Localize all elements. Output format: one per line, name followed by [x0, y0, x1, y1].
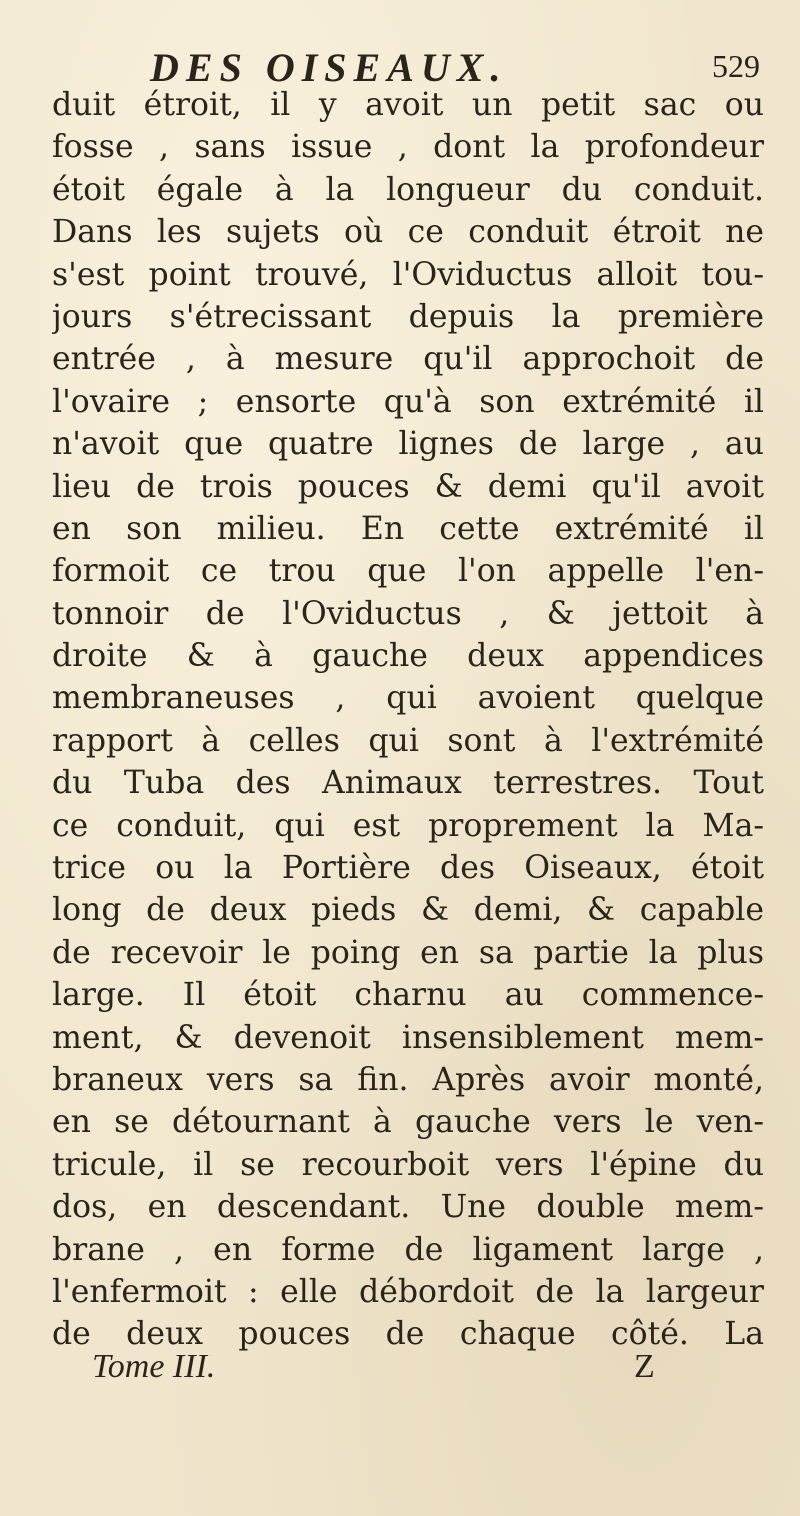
running-title: DES OISEAUX. [150, 45, 508, 90]
text-line: braneux vers sa fin. Après avoir monté, [52, 1061, 764, 1098]
text-line: l'ovaire ; ensorte qu'à son extrémité il [52, 383, 764, 420]
text-line: tonnoir de l'Oviductus , & jettoit à [52, 595, 764, 632]
signature-mark: Z [634, 1348, 655, 1385]
body-text [52, 84, 764, 1356]
text-line: lieu de trois pouces & demi qu'il avoit [52, 468, 764, 505]
text-line: duit étroit, il y avoit un petit sac ou [52, 87, 764, 123]
text-line: ce conduit, qui est proprement la Ma- [52, 807, 764, 844]
text-line: du Tuba des Animaux terrestres. Tout [52, 765, 764, 802]
text-line: ment, & devenoit insensiblement mem- [52, 1019, 764, 1056]
text-line: large. Il étoit charnu au commence- [52, 977, 764, 1014]
text-line: n'avoit que quatre lignes de large , au [52, 426, 764, 463]
text-line: formoit ce trou que l'on appelle l'en- [52, 553, 764, 590]
text-line: long de deux pieds & demi, & capable [52, 892, 764, 929]
text-line: en son milieu. En cette extrémité il [52, 510, 764, 547]
text-line: s'est point trouvé, l'Oviductus alloit tou- [52, 256, 764, 293]
text-line: fosse , sans issue , dont la profondeur [52, 129, 764, 166]
page-footer [0, 1348, 800, 1394]
text-line: dos, en descendant. Une double mem- [52, 1189, 764, 1226]
page-number: 529 [712, 48, 760, 84]
text-line: l'enfermoit : elle débordoit de la largeur [52, 1273, 764, 1310]
text-line: jours s'étrecissant depuis la première [52, 298, 764, 335]
text-line: rapport à celles qui sont à l'extrémité [52, 722, 764, 759]
text-line: trice ou la Portière des Oiseaux, étoit [52, 850, 764, 887]
volume-label: Tome III. [92, 1348, 216, 1385]
text-line: brane , en forme de ligament large , [52, 1231, 764, 1268]
text-line: membraneuses , qui avoient quelque [52, 680, 764, 717]
text-line: étoit égale à la longueur du conduit. [52, 171, 764, 208]
text-line: de deux pouces de chaque côté. La [52, 1316, 764, 1353]
page-header [0, 40, 800, 90]
text-line: de recevoir le poing en sa partie la plus [52, 934, 764, 971]
text-line: tricule, il se recourboit vers l'épine du [52, 1146, 764, 1183]
text-line: en se détournant à gauche vers le ven- [52, 1104, 764, 1141]
text-line: droite & à gauche deux appendices [52, 638, 764, 675]
text-line: entrée , à mesure qu'il approchoit de [52, 341, 764, 378]
text-line: Dans les sujets où ce conduit étroit ne [52, 214, 764, 251]
